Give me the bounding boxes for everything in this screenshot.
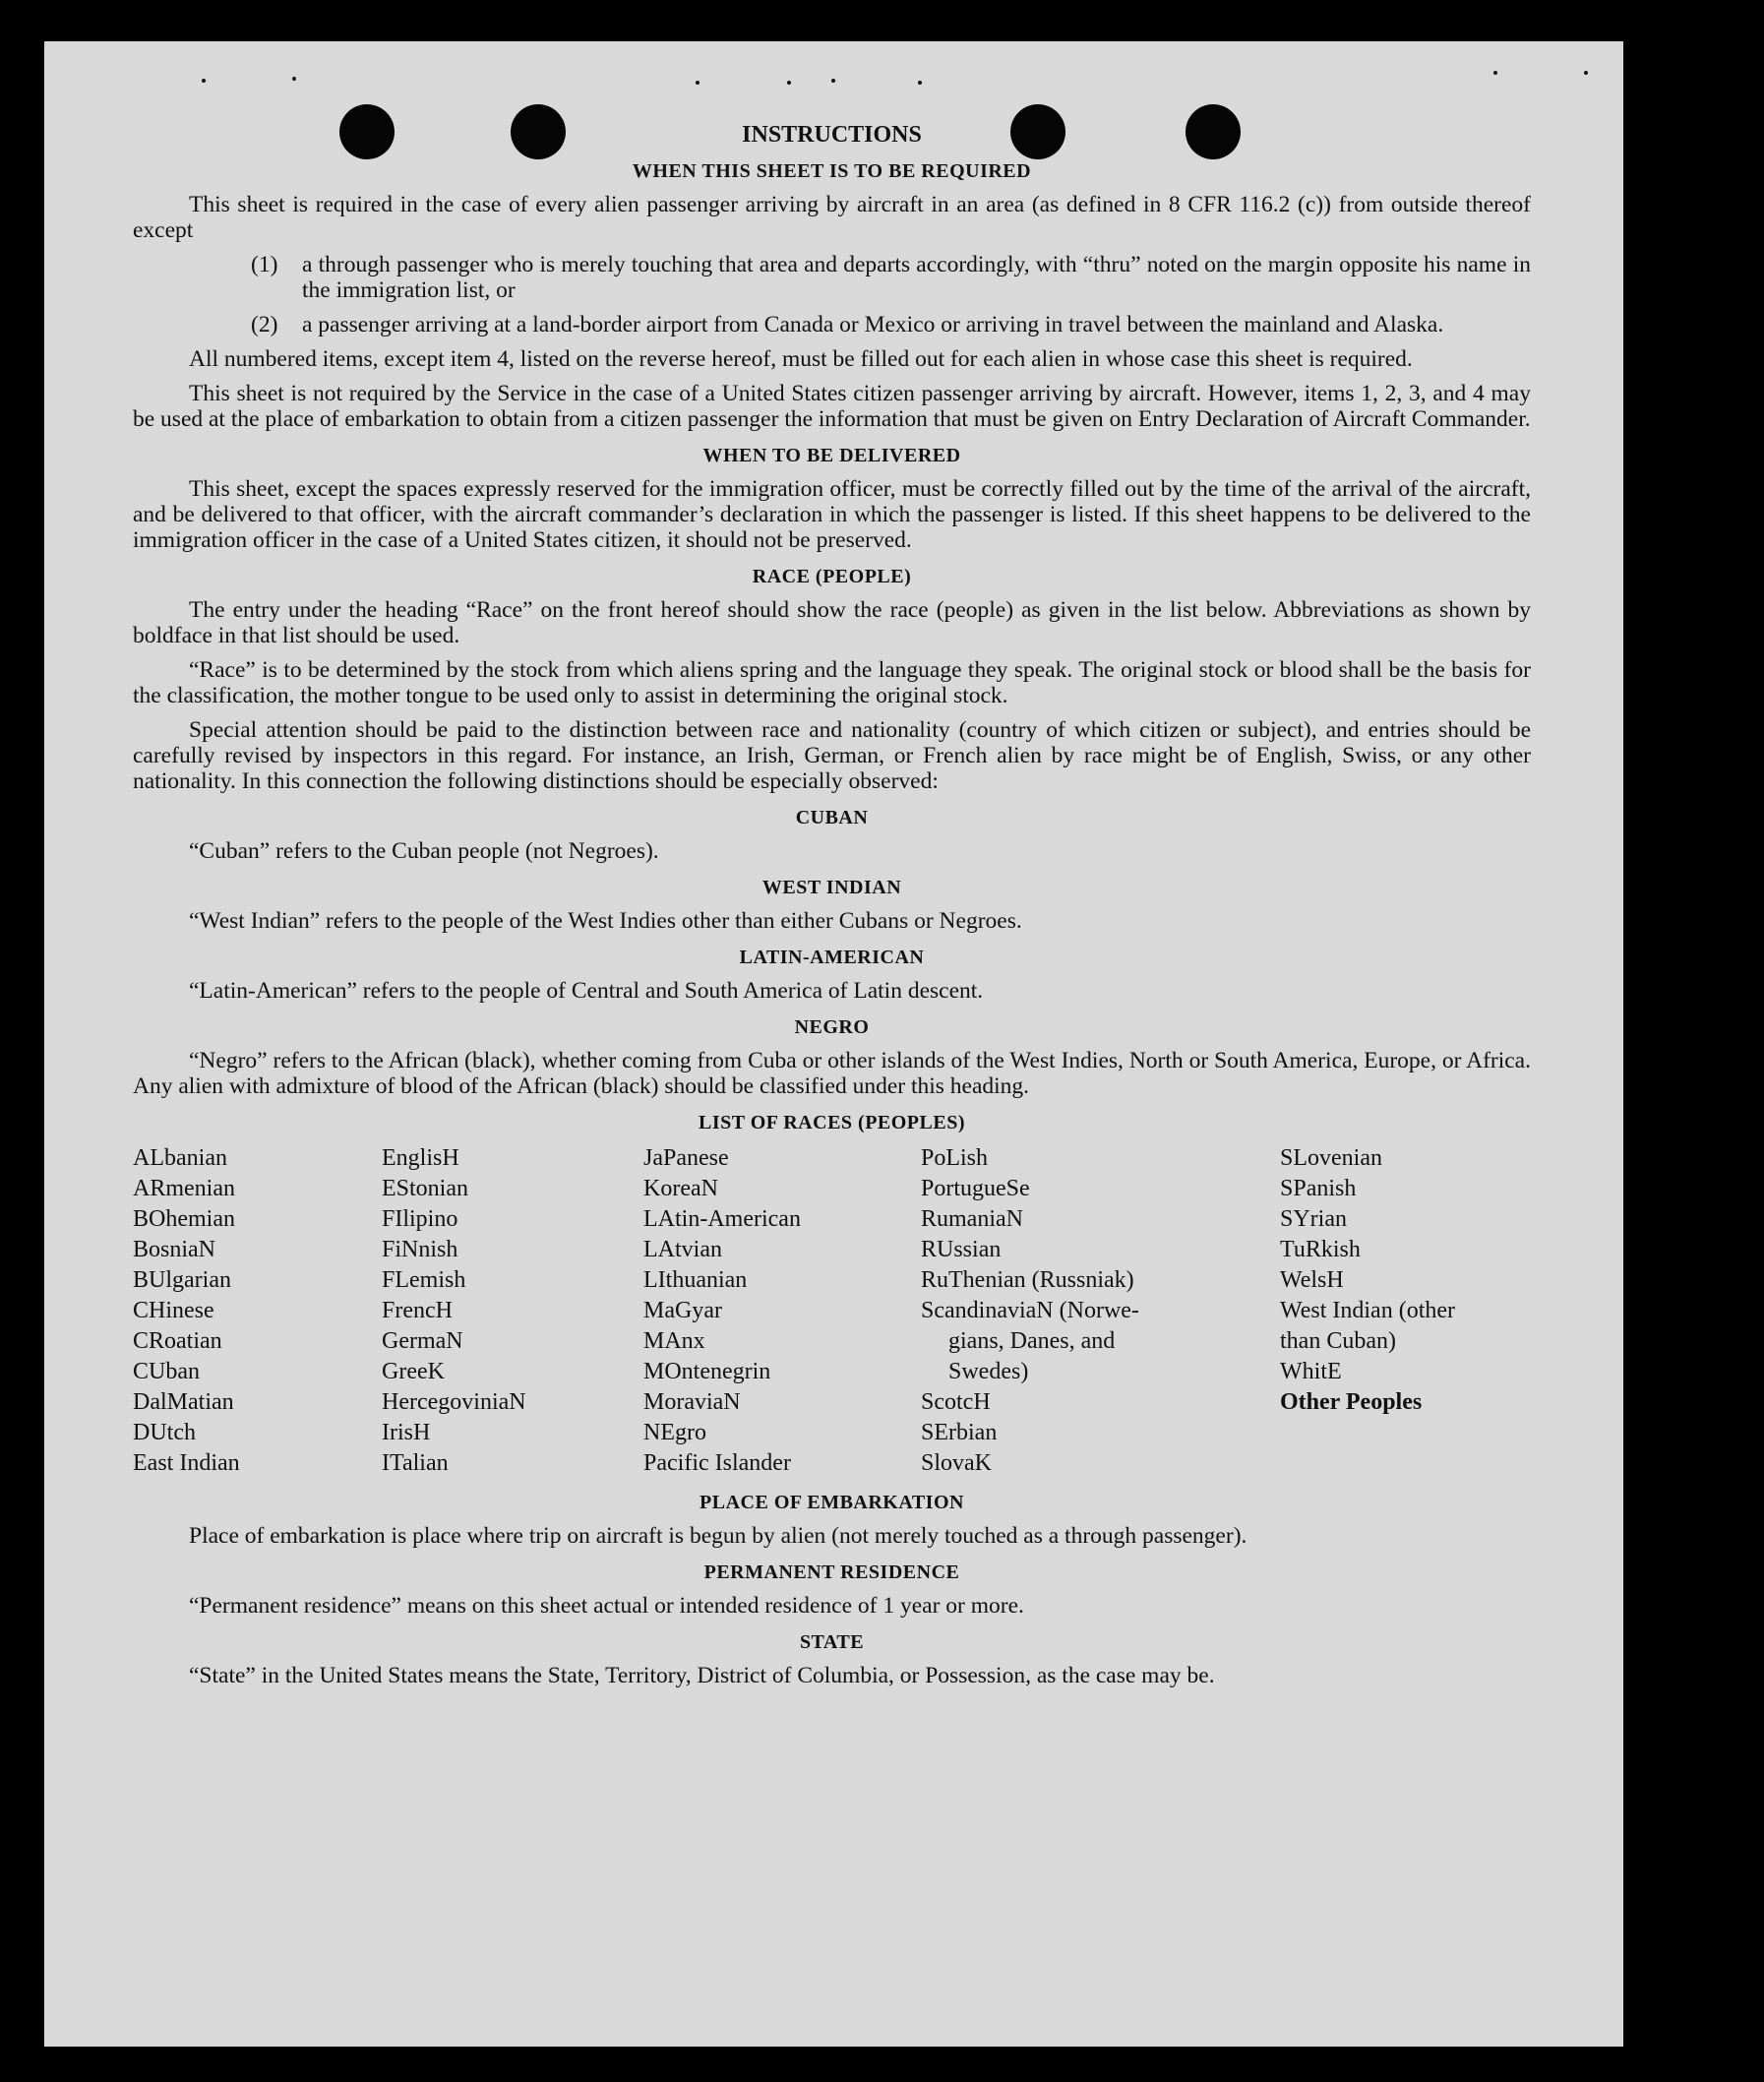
speck <box>1493 71 1497 75</box>
exception-item <box>133 252 1531 303</box>
paragraph-residence: “Permanent residence” means on this sheet actual or intended residence of 1 year or more. <box>189 1593 1024 1619</box>
race-item: WelsH <box>1280 1267 1344 1293</box>
race-item: SYrian <box>1280 1206 1347 1232</box>
item-text: a through passenger who is merely touching that area and departs accordingly, with “thru” noted on the margin opposite his name in the immigration list, or <box>302 252 1531 303</box>
race-item: GreeK <box>382 1359 445 1384</box>
heading-list-of-races: LIST OF RACES (PEOPLES) <box>698 1112 965 1133</box>
race-item: ALbanian <box>133 1145 227 1171</box>
race-item: DalMatian <box>133 1389 234 1415</box>
race-item: FIlipino <box>382 1206 458 1232</box>
heading-when-delivered: WHEN TO BE DELIVERED <box>702 445 961 466</box>
race-item: KoreaN <box>643 1176 718 1201</box>
race-item: SlovaK <box>921 1450 992 1476</box>
heading-state: STATE <box>799 1631 865 1653</box>
heading-place-of-embarkation: PLACE OF EMBARKATION <box>700 1492 964 1513</box>
race-item: ScandinaviaN (Norwe- <box>921 1298 1139 1323</box>
race-item: FiNnish <box>382 1237 458 1262</box>
heading-latin-american: LATIN-AMERICAN <box>739 947 925 968</box>
race-item: ScotcH <box>921 1389 991 1415</box>
speck <box>831 79 835 83</box>
speck <box>202 79 206 83</box>
race-item-continuation: than Cuban) <box>1280 1328 1396 1354</box>
item-number: (1) <box>251 252 278 277</box>
race-item-continuation: gians, Danes, and <box>948 1328 1116 1354</box>
race-item: ARmenian <box>133 1176 235 1201</box>
race-item: SLovenian <box>1280 1145 1382 1171</box>
heading-west-indian: WEST INDIAN <box>761 877 902 898</box>
exception-item <box>133 312 1531 337</box>
races-column-4 <box>921 1143 1280 1479</box>
race-item: BUlgarian <box>133 1267 231 1293</box>
race-item: NEgro <box>643 1420 706 1445</box>
instructions-content <box>133 122 1531 1697</box>
race-item: West Indian (other <box>1280 1298 1456 1323</box>
paragraph-latin-american: “Latin-American” refers to the people of Central and South America of Latin descent. <box>189 978 984 1004</box>
paragraph-negro: “Negro” refers to the African (black), whether coming from Cuba or other islands of the West Indies, North or South America, Europe, or Africa. Any alien with admixture of blood of the African (black) should be classified under this heading. <box>133 1048 1531 1099</box>
races-column-5 <box>1280 1143 1531 1479</box>
race-item: PortugueSe <box>921 1176 1030 1201</box>
race-item: LIthuanian <box>643 1267 748 1293</box>
item-text: a passenger arriving at a land-border airport from Canada or Mexico or arriving in travel between the mainland and Alaska. <box>302 312 1444 337</box>
race-item-continuation: Swedes) <box>948 1359 1029 1384</box>
race-item: East Indian <box>133 1450 240 1476</box>
paragraph-cuban: “Cuban” refers to the Cuban people (not Negroes). <box>189 838 659 864</box>
paragraph-race-entry: The entry under the heading “Race” on the front hereof should show the race (people) as given in the list below. Abbreviations as shown by boldface in that list should be used. <box>133 597 1531 648</box>
paragraph-embarkation: Place of embarkation is place where trip on aircraft is begun by alien (not merely touched as a through passenger). <box>189 1523 1247 1549</box>
item-number: (2) <box>251 312 278 337</box>
race-item: HercegoviniaN <box>382 1389 526 1415</box>
paragraph-race-stock: “Race” is to be determined by the stock from which aliens spring and the language they speak. The original stock or blood shall be the basis for the classification, the mother tongue to be used only to assist in determining the original stock. <box>133 657 1531 708</box>
race-item: MOntenegrin <box>643 1359 771 1384</box>
race-item: EnglisH <box>382 1145 459 1171</box>
speck <box>918 81 922 85</box>
heading-cuban: CUBAN <box>795 807 869 828</box>
paragraph-state: “State” in the United States means the State, Territory, District of Columbia, or Possession, as the case may be. <box>189 1663 1215 1688</box>
race-item: FLemish <box>382 1267 466 1293</box>
paragraph-west-indian: “West Indian” refers to the people of the West Indies other than either Cubans or Negroes. <box>189 908 1022 934</box>
heading-when-required: WHEN THIS SHEET IS TO BE REQUIRED <box>632 160 1032 182</box>
heading-race: RACE (PEOPLE) <box>752 566 912 587</box>
race-item: MoraviaN <box>643 1389 741 1415</box>
race-item: WhitE <box>1280 1359 1342 1384</box>
speck <box>787 81 791 85</box>
heading-permanent-residence: PERMANENT RESIDENCE <box>703 1562 960 1583</box>
race-item: PoLish <box>921 1145 989 1171</box>
race-item: CRoatian <box>133 1328 222 1354</box>
races-column-2 <box>382 1143 643 1479</box>
race-item: FrencH <box>382 1298 453 1323</box>
race-item: SPanish <box>1280 1176 1357 1201</box>
race-item: Other Peoples <box>1280 1389 1423 1415</box>
races-column-3 <box>643 1143 921 1479</box>
race-item: IrisH <box>382 1420 431 1445</box>
speck <box>1584 71 1588 75</box>
speck <box>696 81 700 85</box>
race-item: CHinese <box>133 1298 214 1323</box>
speck <box>292 77 296 81</box>
race-item: SErbian <box>921 1420 998 1445</box>
race-item: ITalian <box>382 1450 449 1476</box>
paragraph-delivery: This sheet, except the spaces expressly reserved for the immigration officer, must be correctly filled out by the time of the arrival of the aircraft, and be delivered to that officer, with the aircraft commander’s declaration in which the passenger is listed. If this sheet happens to be delivered to the immigration officer in the case of a United States citizen, it should not be preserved. <box>133 476 1531 553</box>
race-item: EStonian <box>382 1176 468 1201</box>
race-item: GermaN <box>382 1328 463 1354</box>
paragraph-intro: This sheet is required in the case of every alien passenger arriving by aircraft in an area (as defined in 8 CFR 116.2 (c)) from outside thereof except <box>133 192 1531 243</box>
race-item: RumaniaN <box>921 1206 1023 1232</box>
race-item: DUtch <box>133 1420 196 1445</box>
race-item: LAtin-American <box>643 1206 801 1232</box>
paragraph-citizen: This sheet is not required by the Service in the case of a United States citizen passenger arriving by aircraft. However, items 1, 2, 3, and 4 may be used at the place of embarkation to obtain from a citizen passenger the information that must be given on Entry Declaration of Aircraft Commander. <box>133 381 1531 432</box>
race-item: BosniaN <box>133 1237 215 1262</box>
race-item: RUssian <box>921 1237 1002 1262</box>
races-list <box>133 1143 1531 1479</box>
race-item: Pacific Islander <box>643 1450 791 1476</box>
document-sheet <box>44 41 1623 2047</box>
paragraph-race-nationality: Special attention should be paid to the distinction between race and nationality (country of which citizen or subject), and entries should be carefully revised by inspectors in this regard. For instance, an Irish, German, or French alien by race might be of English, Swiss, or any other nationality. In this connection the following distinctions should be especially observed: <box>133 717 1531 794</box>
race-item: JaPanese <box>643 1145 729 1171</box>
race-item: MaGyar <box>643 1298 722 1323</box>
race-item: CUban <box>133 1359 200 1384</box>
paragraph-numbered-items: All numbered items, except item 4, listed on the reverse hereof, must be filled out for each alien in whose case this sheet is required. <box>189 346 1413 372</box>
race-item: BOhemian <box>133 1206 235 1232</box>
races-column-1 <box>133 1143 382 1479</box>
race-item: LAtvian <box>643 1237 722 1262</box>
race-item: TuRkish <box>1280 1237 1361 1262</box>
race-item: RuThenian (Russniak) <box>921 1267 1134 1293</box>
heading-negro: NEGRO <box>794 1016 870 1038</box>
race-item: MAnx <box>643 1328 705 1354</box>
page-title: INSTRUCTIONS <box>742 122 922 148</box>
